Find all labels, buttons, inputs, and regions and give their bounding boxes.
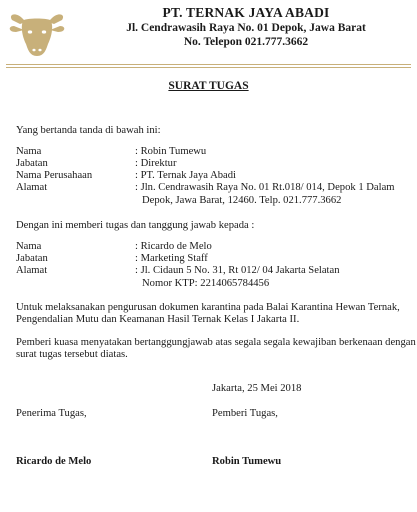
assignment-sentence: Dengan ini memberi tugas dan tanggung jawab kepada : <box>16 220 255 231</box>
letterhead <box>80 4 412 49</box>
field-label: Jabatan <box>16 253 48 264</box>
receiver-role: Penerima Tugas, <box>16 408 87 419</box>
company-phone: No. Telepon 021.777.3662 <box>183 36 309 48</box>
field-value: : Marketing Staff <box>135 253 208 264</box>
intro-text: Yang bertanda tanda di bawah ini: <box>16 125 161 136</box>
field-label: Nama <box>16 146 42 157</box>
field-value: : PT. Ternak Jaya Abadi <box>135 170 236 181</box>
field-label: Jabatan <box>16 158 48 169</box>
responsibility-paragraph-line-1: Pemberi kuasa menyatakan bertanggungjawab atas segala segala kewajiban berkenaan dengan <box>16 337 416 348</box>
field-value-continuation: Nomor KTP: 2214065784456 <box>142 278 270 289</box>
receiver-name: Ricardo de Melo <box>16 456 92 467</box>
field-value-continuation: Depok, Jawa Barat, 12460. Telp. 021.777.3662 <box>142 195 342 206</box>
field-label: Nama Perusahaan <box>16 170 93 181</box>
field-label: Alamat <box>16 265 48 276</box>
field-value: : Jln. Cendrawasih Raya No. 01 Rt.018/ 014, Depok 1 Dalam <box>135 182 395 193</box>
giver-role: Pemberi Tugas, <box>212 408 278 419</box>
task-paragraph-line-2: Pengendalian Mutu dan Keamanan Hasil Ternak Kelas I Jakarta II. <box>16 314 300 325</box>
letterhead-divider-second <box>6 67 411 68</box>
task-paragraph-line-1: Untuk melaksanakan pengurusan dokumen karantina pada Balai Karantina Hewan Ternak, <box>16 302 400 313</box>
document-title: SURAT TUGAS <box>168 80 249 92</box>
field-label: Alamat <box>16 182 48 193</box>
giver-name: Robin Tumewu <box>212 456 282 467</box>
field-label: Nama <box>16 241 42 252</box>
letterhead-divider <box>6 64 411 65</box>
field-value: : Direktur <box>135 158 177 169</box>
company-address: Jl. Cendrawasih Raya No. 01 Depok, Jawa Barat <box>126 22 366 34</box>
field-value: : Jl. Cidaun 5 No. 31, Rt 012/ 04 Jakarta Selatan <box>135 265 340 276</box>
cow-head-icon <box>6 10 68 60</box>
company-name: PT. TERNAK JAYA ABADI <box>162 5 330 20</box>
place-date: Jakarta, 25 Mei 2018 <box>212 383 302 394</box>
field-value: : Ricardo de Melo <box>135 241 212 252</box>
responsibility-paragraph-line-2: surat tugas tersebut diatas. <box>16 349 128 360</box>
field-value: : Robin Tumewu <box>135 146 207 157</box>
